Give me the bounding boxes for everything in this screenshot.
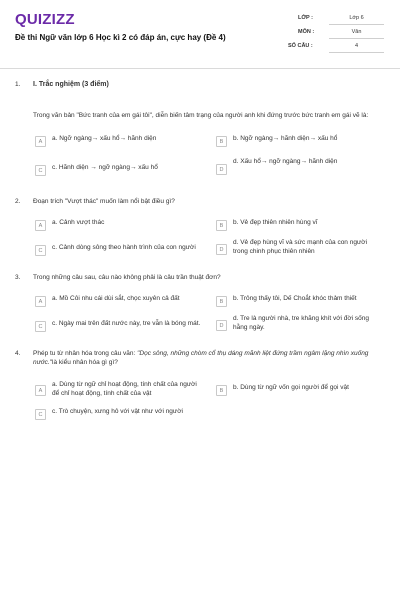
- option-text: d. Tre là người nhà, tre khăng khít với đời sống hằng ngày.: [233, 315, 370, 331]
- option-letter-b: B: [216, 296, 227, 307]
- option-letter-a: A: [35, 385, 46, 396]
- option-letter-a: A: [35, 136, 46, 147]
- option-text: a. Mồ Côi nhu cái dùi sắt, chọc xuyên cả đất: [52, 295, 180, 302]
- meta-class: [298, 12, 384, 26]
- option-letter-b: B: [216, 136, 227, 147]
- option-text: b. Ngỡ ngàng→ hãnh diện→ xấu hổ: [233, 135, 338, 142]
- option-text: a. Cảnh vượt thác: [52, 219, 105, 226]
- option-letter-b: B: [216, 220, 227, 231]
- meta-count: [288, 40, 384, 54]
- answer-option[interactable]: [216, 158, 386, 175]
- option-text: a. Ngỡ ngàng→ xấu hổ→ hãnh diện: [52, 135, 157, 142]
- question-text-tail: "là kiểu nhân hóa gì gì?: [49, 359, 118, 366]
- answer-option[interactable]: [35, 219, 205, 231]
- answer-option[interactable]: [35, 164, 205, 176]
- answer-option[interactable]: [216, 384, 386, 396]
- option-letter-c: C: [35, 165, 46, 176]
- question-text: Đoạn trích "Vượt thác" muốn làm nổi bật điều gì?: [33, 198, 175, 205]
- answer-option[interactable]: [35, 381, 205, 398]
- option-letter-c: C: [35, 409, 46, 420]
- option-text: b. Dùng từ ngữ vốn gọi người để gọi vật: [233, 384, 349, 391]
- page-title: Đề thi Ngữ văn lớp 6 Học kì 2 có đáp án, cực hay (Đề 4): [15, 33, 226, 42]
- header-divider: [0, 68, 400, 69]
- option-letter-c: C: [35, 245, 46, 256]
- meta-count-label: SỐ CÂU :: [288, 43, 313, 49]
- question-text: [33, 349, 380, 367]
- answer-option[interactable]: [35, 320, 215, 332]
- option-text: c. Ngày mai trên đất nước này, tre vẫn là bóng mát.: [52, 320, 201, 327]
- question-number: 1.: [15, 81, 21, 88]
- answer-option[interactable]: [216, 135, 386, 147]
- option-text: d. Xấu hổ→ ngỡ ngàng→ hãnh diện: [233, 158, 338, 165]
- option-text: c. Cảnh dòng sông theo hành trình của con người: [52, 244, 196, 251]
- option-text: b. Trông thấy tôi, Dế Choắt khóc thảm thiết: [233, 295, 357, 302]
- quizizz-logo: [15, 10, 75, 28]
- question-number: 3.: [15, 274, 21, 281]
- meta-count-value: 4: [329, 43, 384, 53]
- answer-option[interactable]: [35, 244, 210, 256]
- answer-option[interactable]: [35, 295, 205, 307]
- answer-option[interactable]: [216, 295, 386, 307]
- option-text: d. Vẻ đẹp hùng vĩ và sức mạnh của con người trong chinh phục thiên nhiên: [233, 239, 368, 255]
- answer-option[interactable]: [216, 239, 381, 256]
- option-text: b. Vẻ đẹp thiên nhiên hùng vĩ: [233, 219, 318, 226]
- answer-option[interactable]: [35, 135, 205, 147]
- option-text: c. Hãnh diện → ngỡ ngàng→ xấu hổ: [52, 164, 158, 171]
- question-text: Trong những câu sau, câu nào không phải là câu trần thuật đơn?: [33, 274, 221, 281]
- answer-option[interactable]: [35, 408, 205, 420]
- meta-subject: [298, 26, 384, 40]
- option-letter-d: D: [216, 320, 227, 331]
- logo-text: QUIZIZZ: [15, 10, 75, 28]
- option-letter-a: A: [35, 220, 46, 231]
- meta-subject-value: Văn: [329, 29, 384, 39]
- section-title: I. Trắc nghiệm (3 điểm): [33, 81, 109, 88]
- option-text: c. Trò chuyện, xưng hô với vật như với người: [52, 408, 183, 415]
- question-number: 2.: [15, 198, 21, 205]
- question-number: 4.: [15, 350, 21, 357]
- question-text: Trong văn bản "Bức tranh của em gái tôi", diễn biến tâm trạng của người anh khi đứng trước bức tranh em gái vẽ là:: [33, 112, 369, 119]
- option-letter-b: B: [216, 385, 227, 396]
- question-text-plain: Phép tu từ nhân hóa trong câu văn:: [33, 350, 138, 357]
- meta-class-value: Lớp 6: [329, 15, 384, 25]
- meta-panel: [288, 12, 384, 54]
- option-letter-d: D: [216, 164, 227, 175]
- question-quote: "Dọc sông, những chòm cổ thụ dáng mãnh liệt đứng trầm ngâm lặng nhìn xuống nước.: [33, 350, 369, 366]
- answer-option[interactable]: [216, 219, 386, 231]
- answer-option[interactable]: [216, 315, 381, 332]
- option-letter-a: A: [35, 296, 46, 307]
- option-text: a. Dùng từ ngữ chỉ hoạt động, tính chất của người để chỉ hoạt động, tính chất của vật: [52, 381, 197, 397]
- meta-class-label: LỚP :: [298, 15, 313, 21]
- meta-subject-label: MÔN :: [298, 29, 315, 35]
- option-letter-d: D: [216, 244, 227, 255]
- option-letter-c: C: [35, 321, 46, 332]
